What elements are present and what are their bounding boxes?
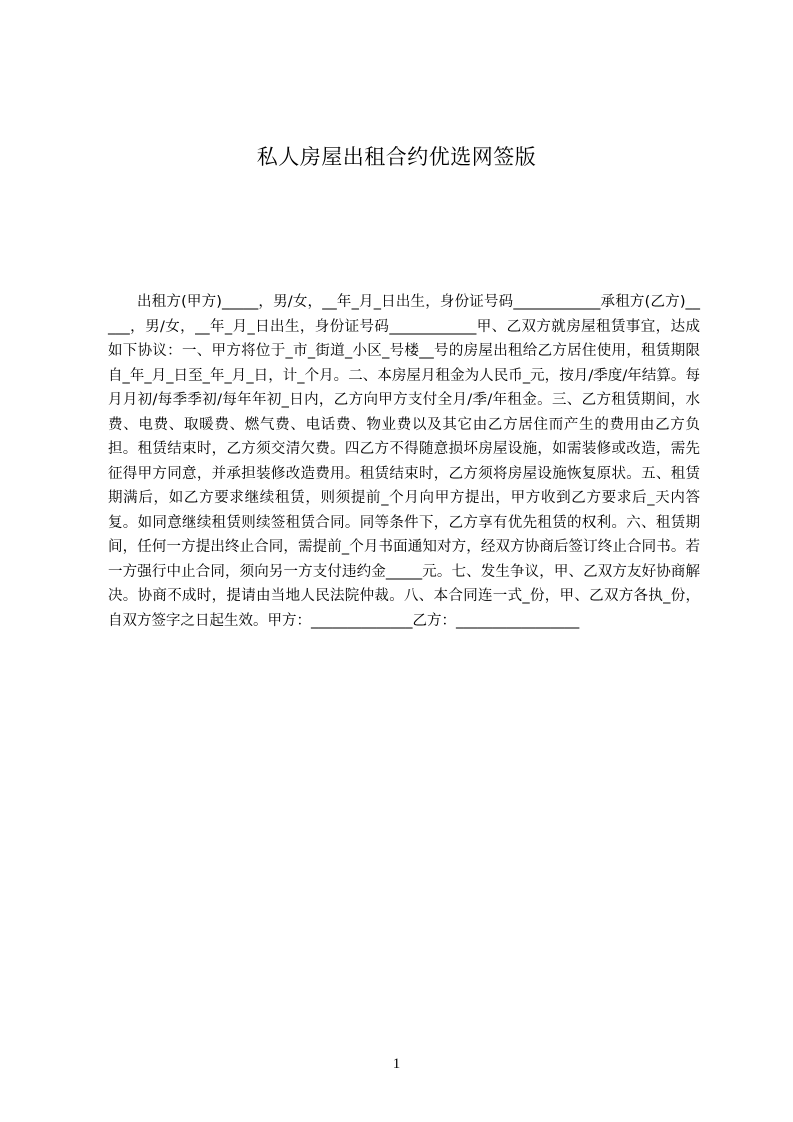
page-number: 1 bbox=[392, 1056, 401, 1072]
contract-body-paragraph: 出租方(甲方)_____，男/女，__年_月_日出生，身份证号码____________承租方(乙方)_____，男/女，__年_月_日出生，身份证号码____________甲、乙双方就房屋租赁事宜，达成如下协议：一、甲方将位于_市_街道_小区_号楼__号的房屋出租给乙方居住使用，租赁期限自_年_月_日至_年_月_日，计_个月。二、本房屋月租金为人民币_元，按月/季度/年结算。每月月初/每季季初/每年年初_日内，乙方向甲方支付全月/季/年租金。三、乙方租赁期间，水费、电费、取暖费、燃气费、电话费、物业费以及其它由乙方居住而产生的费用由乙方负担。租赁结束时，乙方须交清欠费。四乙方不得随意损坏房屋设施，如需装修或改造，需先征得甲方同意，并承担装修改造费用。租赁结束时，乙方须将房屋设施恢复原状。五、租赁期满后，如乙方要求继续租赁，则须提前_个月向甲方提出，甲方收到乙方要求后_天内答复。如同意继续租赁则续签租赁合同。同等条件下，乙方享有优先租赁的权利。六、租赁期间，任何一方提出终止合同，需提前_个月书面通知对方，经双方协商后签订终止合同书。若一方强行中止合同，须向另一方支付违约金_____元。七、发生争议，甲、乙双方友好协商解决。协商不成时，提请由当地人民法院仲裁。八、本合同连一式_份，甲、乙双方各执_份，自双方签字之日起生效。甲方：______________乙方：_________________ bbox=[108, 294, 700, 629]
page-title: 私人房屋出租合约优选网签版 bbox=[256, 145, 537, 169]
